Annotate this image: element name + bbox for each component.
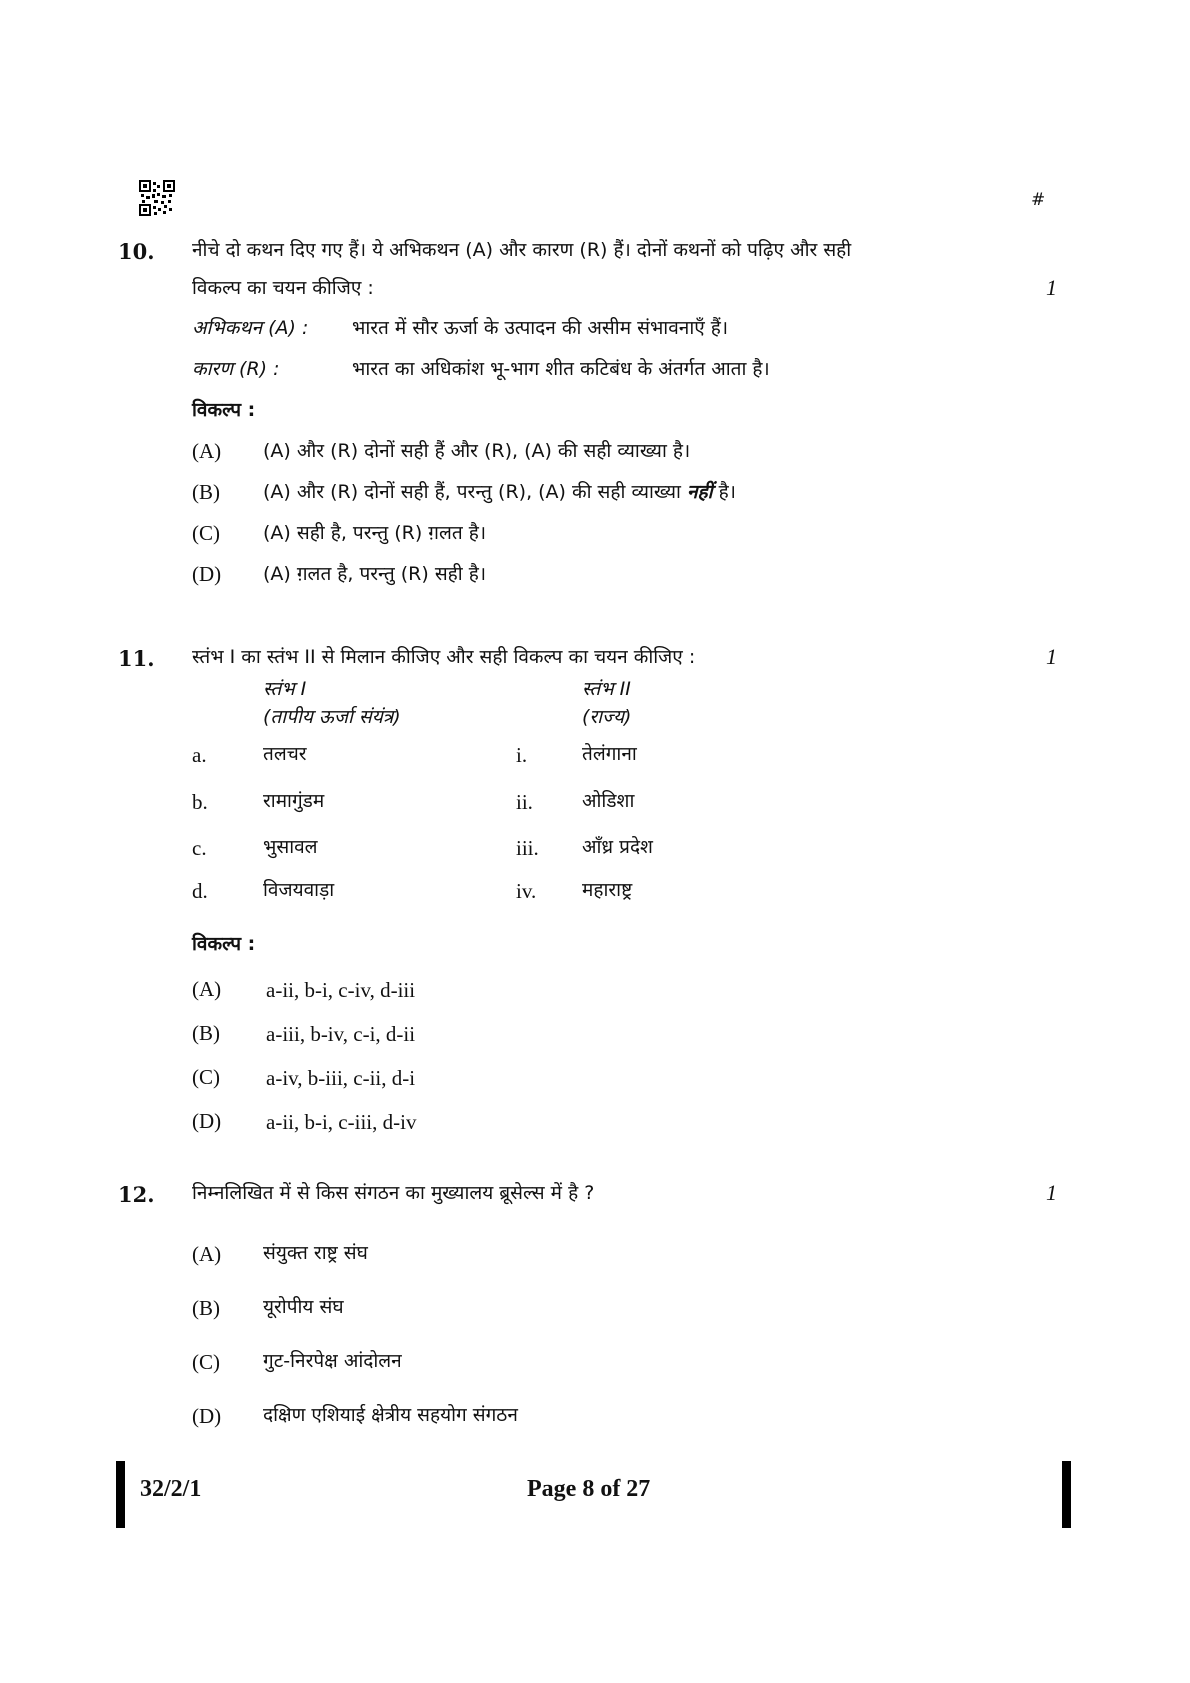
match-right-text: महाराष्ट्र xyxy=(582,879,633,901)
option-text[interactable]: दक्षिण एशियाई क्षेत्रीय सहयोग संगठन xyxy=(263,1404,518,1426)
question-marks: 1 xyxy=(1046,275,1057,300)
option-text[interactable]: गुट-निरपेक्ष आंदोलन xyxy=(263,1350,402,1372)
match-right-text: आँध्र प्रदेश xyxy=(582,836,653,858)
match-right-label: ii. xyxy=(516,790,533,814)
question-marks: 1 xyxy=(1046,1180,1057,1205)
match-left-text: तलचर xyxy=(263,743,307,765)
column2-subtitle: (राज्य) xyxy=(582,706,632,728)
option-text[interactable]: a-ii, b-i, c-iii, d-iv xyxy=(266,1110,417,1134)
assertion-label: अभिकथन (A) : xyxy=(192,317,309,339)
column2-title: स्तंभ II xyxy=(582,678,631,700)
option-label: (D) xyxy=(192,1109,222,1133)
option-text[interactable]: (A) ग़लत है, परन्तु (R) सही है। xyxy=(263,563,487,585)
qr-code-icon xyxy=(139,180,175,216)
question-marks: 1 xyxy=(1046,644,1057,669)
option-text[interactable]: a-iii, b-iv, c-i, d-ii xyxy=(266,1022,416,1046)
match-left-label: c. xyxy=(192,836,207,860)
question-number: 12. xyxy=(118,1182,155,1207)
option-text[interactable]: (A) और (R) दोनों सही हैं और (R), (A) की सही व्याख्या है। xyxy=(263,440,691,462)
page-number: Page 8 of 27 xyxy=(527,1476,651,1502)
options-heading: विकल्प : xyxy=(192,933,256,955)
option-text[interactable]: (A) सही है, परन्तु (R) ग़लत है। xyxy=(263,522,487,544)
option-label: (A) xyxy=(192,439,222,463)
question-number: 10. xyxy=(118,239,155,264)
option-label: (C) xyxy=(192,521,220,545)
match-right-label: iii. xyxy=(516,836,539,860)
option-label: (C) xyxy=(192,1065,220,1089)
match-left-text: विजयवाड़ा xyxy=(263,879,335,901)
option-text-part: (A) और (R) दोनों सही हैं, परन्तु (R), (A) की सही व्याख्या xyxy=(263,481,687,503)
match-right-label: i. xyxy=(516,743,528,767)
option-text[interactable]: a-iv, b-iii, c-ii, d-i xyxy=(266,1066,416,1090)
match-left-label: a. xyxy=(192,743,207,767)
option-label: (D) xyxy=(192,562,222,586)
reason-label: कारण (R) : xyxy=(192,358,280,380)
column1-title: स्तंभ I xyxy=(263,678,307,700)
page-hash-mark: # xyxy=(1031,190,1046,210)
match-left-text: रामागुंडम xyxy=(263,790,325,812)
footer-right-bar xyxy=(1062,1461,1071,1528)
emphasis-not: नहीं xyxy=(687,481,713,503)
question-stem-line2: विकल्प का चयन कीजिए : xyxy=(192,277,374,299)
option-text-part: है। xyxy=(712,481,736,503)
option-text[interactable]: a-ii, b-i, c-iv, d-iii xyxy=(266,978,416,1002)
match-right-label: iv. xyxy=(516,879,537,903)
assertion-text: भारत में सौर ऊर्जा के उत्पादन की असीम संभावनाएँ हैं। xyxy=(352,317,729,339)
question-stem: स्तंभ I का स्तंभ II से मिलान कीजिए और सही विकल्प का चयन कीजिए : xyxy=(192,646,696,668)
question-stem: निम्नलिखित में से किस संगठन का मुख्यालय ब्रूसेल्स में है ? xyxy=(192,1182,595,1204)
option-label: (B) xyxy=(192,1021,220,1045)
option-text[interactable]: यूरोपीय संघ xyxy=(263,1296,344,1318)
option-text[interactable]: संयुक्त राष्ट्र संघ xyxy=(263,1242,368,1264)
reason-text: भारत का अधिकांश भू-भाग शीत कटिबंध के अंतर्गत आता है। xyxy=(352,358,770,380)
match-left-label: d. xyxy=(192,879,208,903)
footer-left-bar xyxy=(116,1461,125,1528)
option-label: (A) xyxy=(192,977,222,1001)
match-right-text: ओडिशा xyxy=(582,790,635,812)
paper-code: 32/2/1 xyxy=(140,1476,202,1502)
option-label: (A) xyxy=(192,1242,222,1266)
question-stem-line1: नीचे दो कथन दिए गए हैं। ये अभिकथन (A) और कारण (R) हैं। दोनों कथनों को पढ़िए और सही xyxy=(192,239,852,261)
option-label: (B) xyxy=(192,480,220,504)
option-label: (D) xyxy=(192,1404,222,1428)
match-left-text: भुसावल xyxy=(263,836,318,858)
match-right-text: तेलंगाना xyxy=(582,743,637,765)
option-text[interactable] xyxy=(263,478,736,506)
match-left-label: b. xyxy=(192,790,208,814)
question-number: 11. xyxy=(118,646,155,671)
option-label: (B) xyxy=(192,1296,220,1320)
options-heading: विकल्प : xyxy=(192,399,256,421)
option-label: (C) xyxy=(192,1350,220,1374)
column1-subtitle: (तापीय ऊर्जा संयंत्र) xyxy=(263,706,401,728)
